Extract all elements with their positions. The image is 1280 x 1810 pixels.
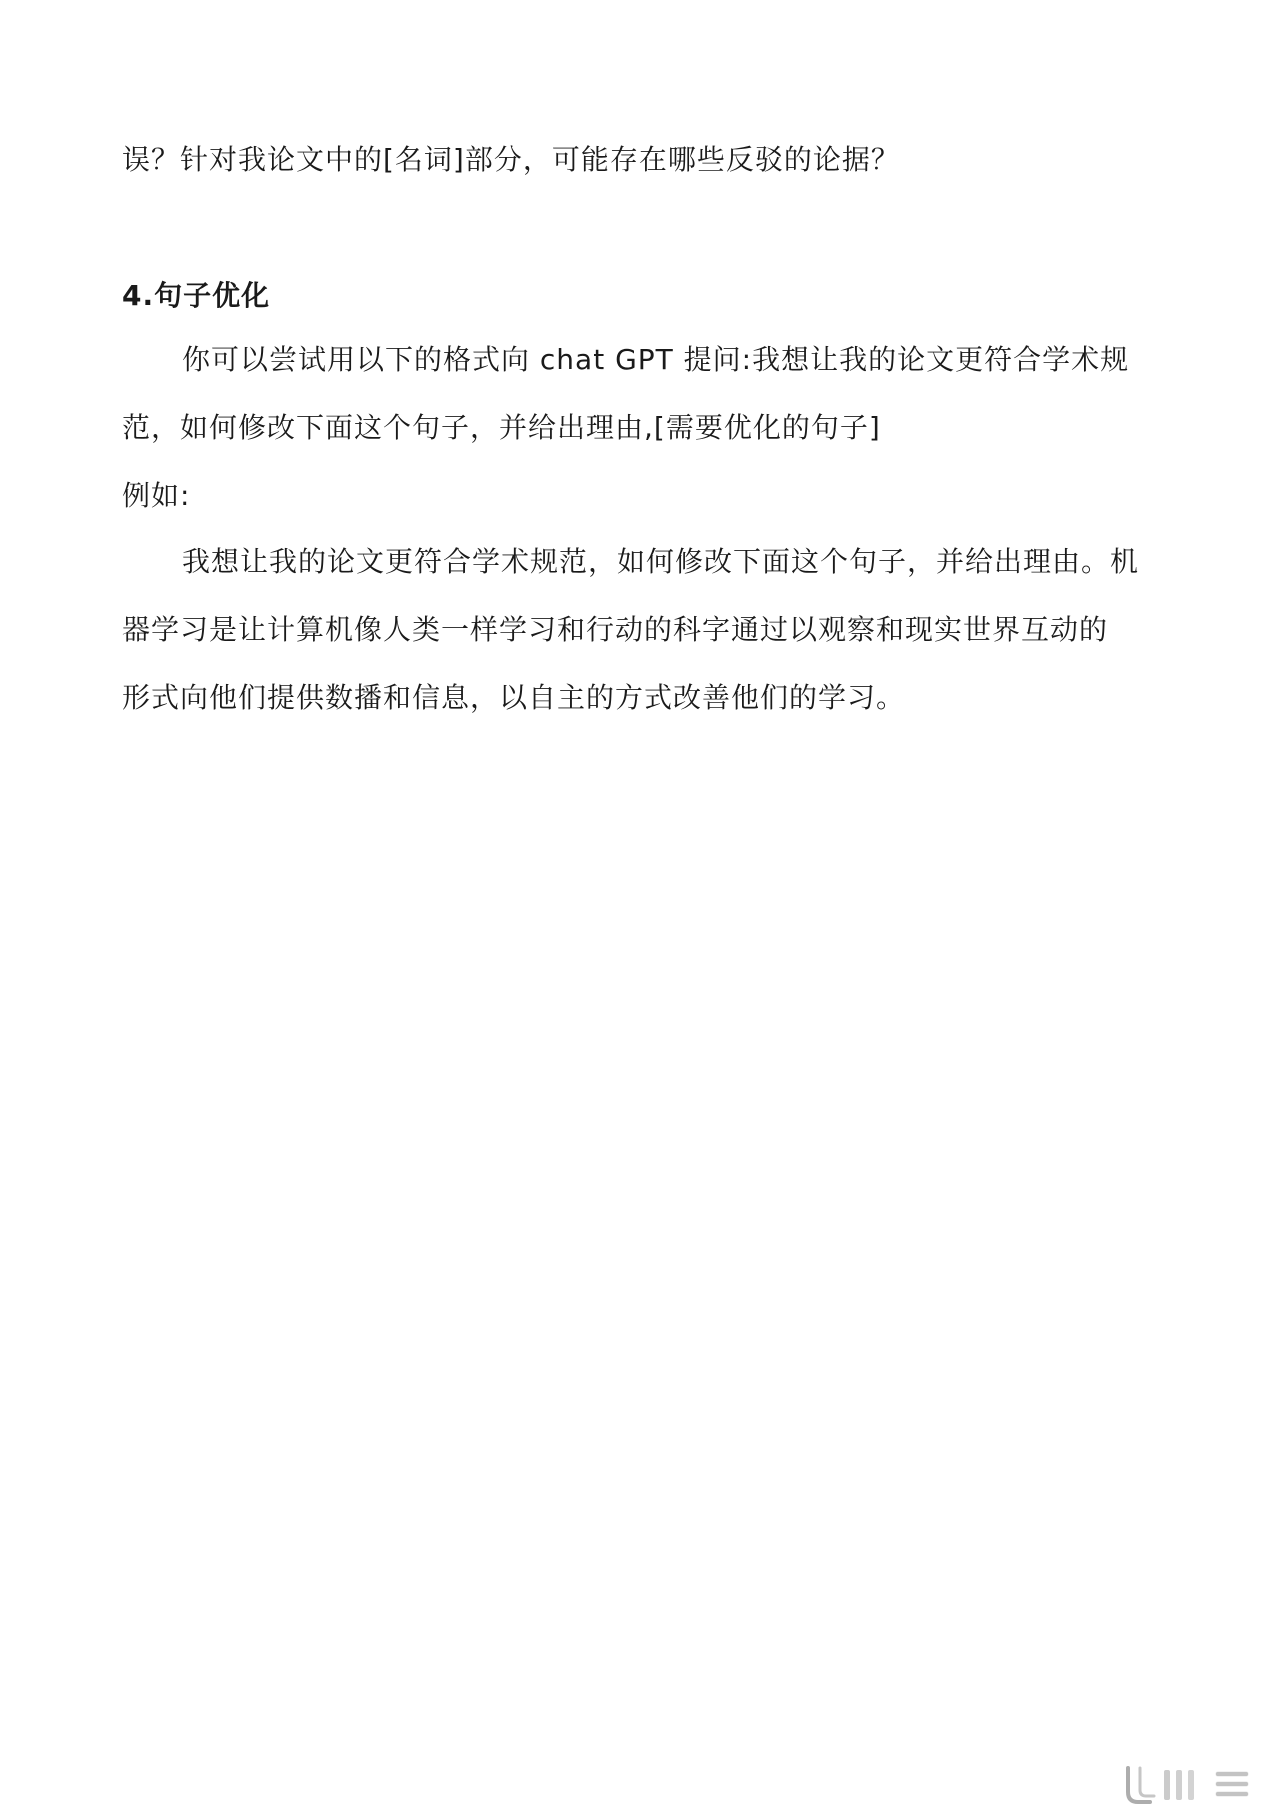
body-text-line: 误？针对我论文中的[名词]部分，可能存在哪些反驳的论据？	[122, 143, 900, 176]
body-text-line: 形式向他们提供数播和信息，以自主的方式改善他们的学习。	[122, 681, 906, 714]
watermark-logo-icon	[1120, 1762, 1270, 1806]
body-text-line: 范，如何修改下面这个句子，并给出理由,[需要优化的句子]	[122, 411, 881, 444]
example-label: 例如:	[122, 479, 191, 512]
watermark-mark-icon	[1120, 1762, 1208, 1806]
section-heading: 4.句子优化	[122, 279, 271, 312]
body-text-line: 你可以尝试用以下的格式向 chat GPT 提问:我想让我的论文更符合学术规	[182, 343, 1130, 376]
body-text-line: 器学习是让计算机像人类一样学习和行动的科字通过以观察和现实世界互动的	[122, 613, 1109, 646]
body-text-line: 我想让我的论文更符合学术规范，如何修改下面这个句子，并给出理由。机	[182, 545, 1140, 578]
watermark-bars-icon	[1216, 1772, 1248, 1796]
